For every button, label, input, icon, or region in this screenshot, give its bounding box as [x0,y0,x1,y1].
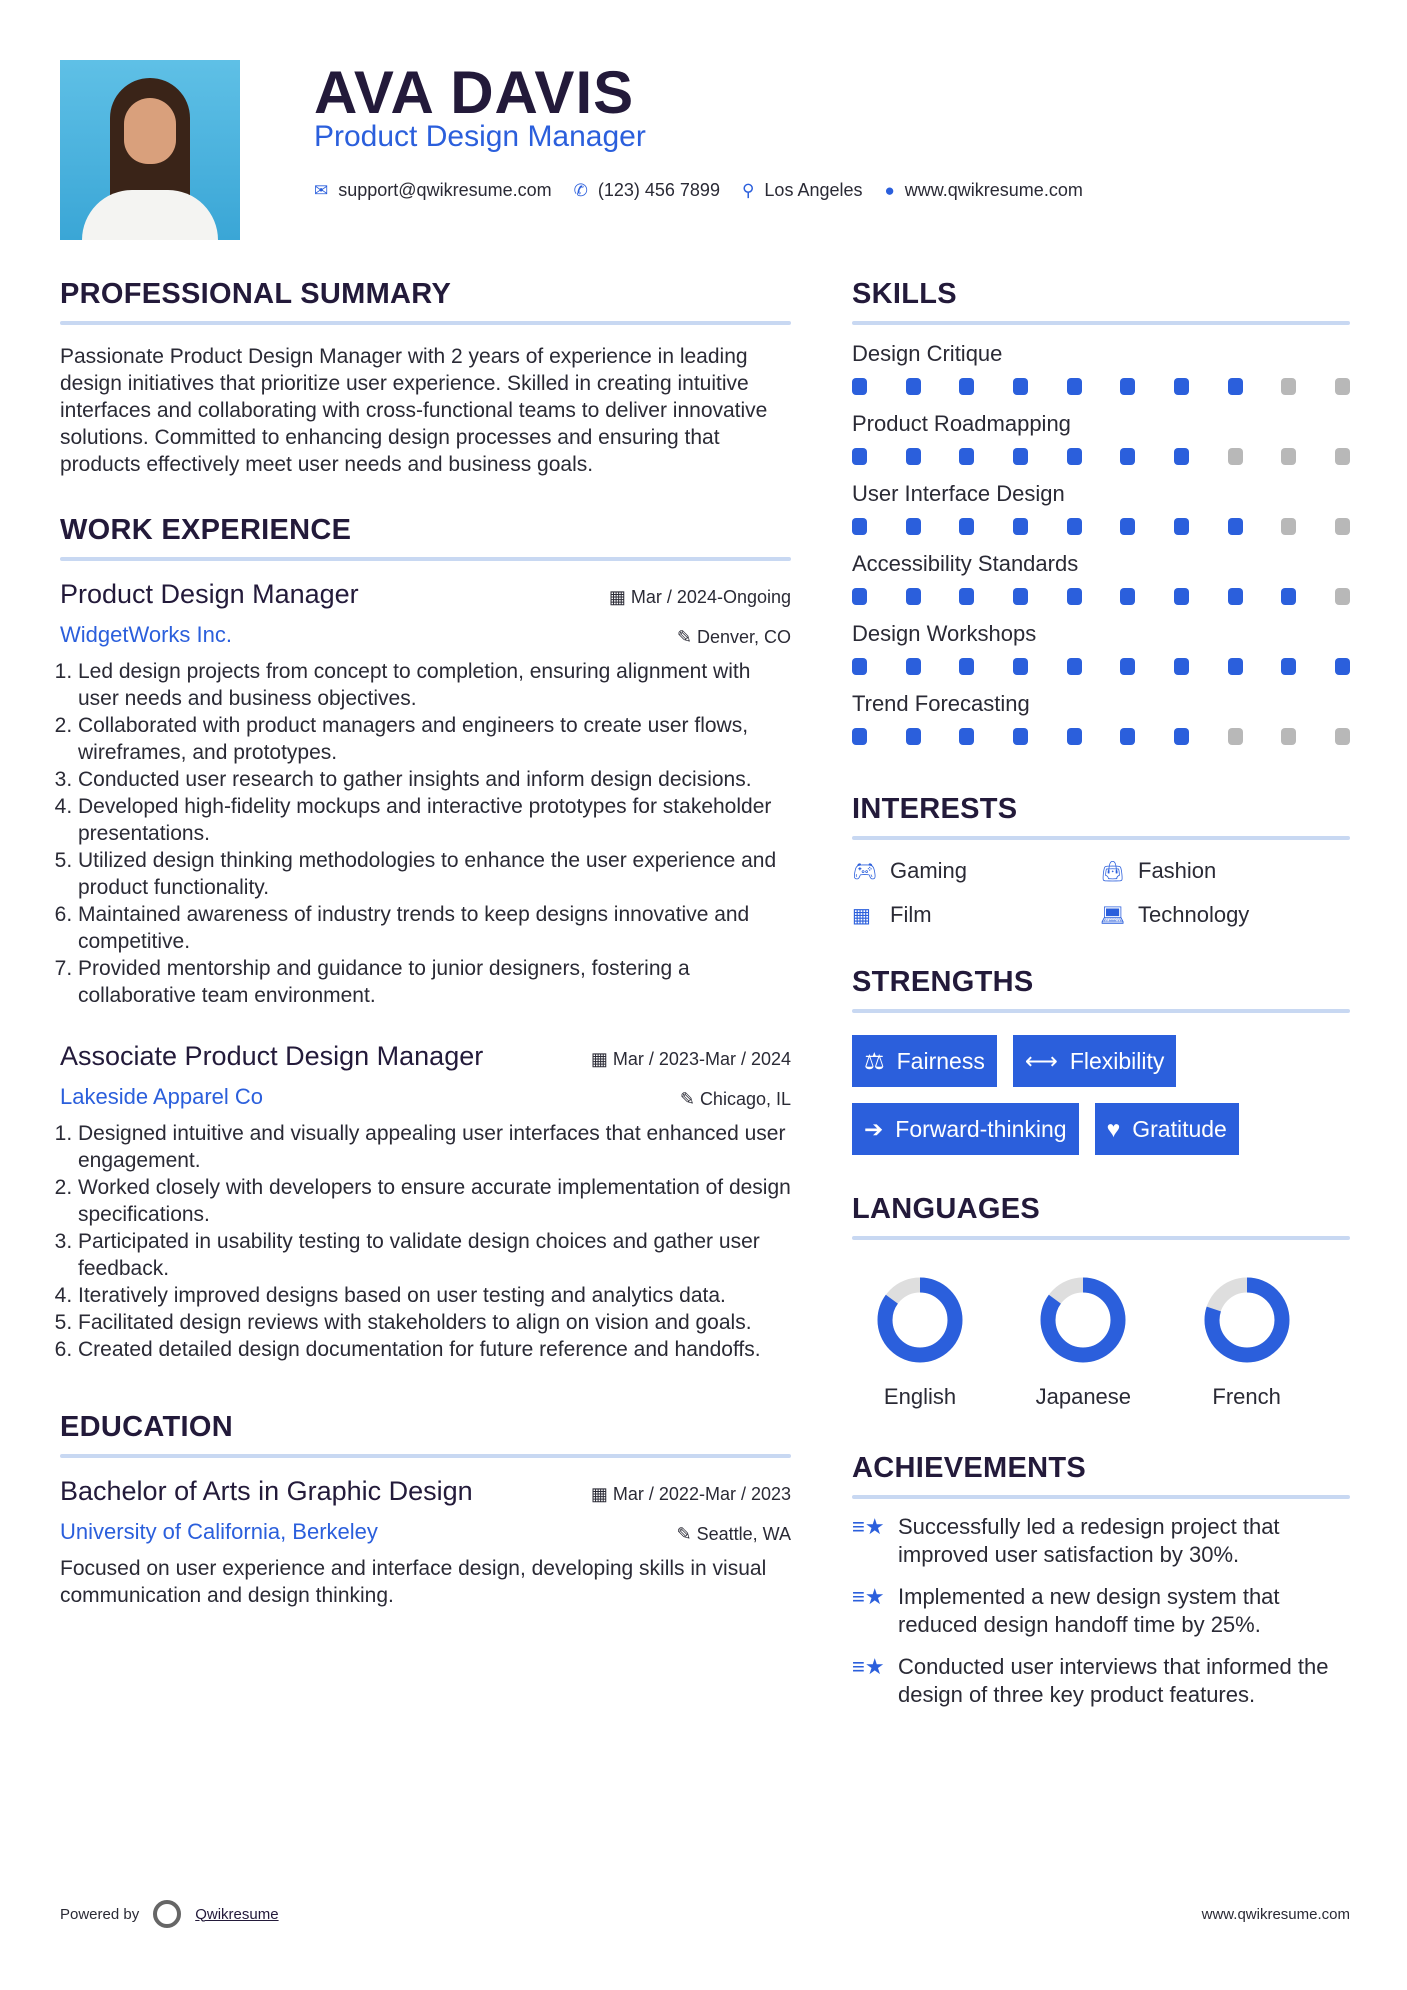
education-date [591,1484,791,1505]
divider [852,1236,1350,1240]
job-location [677,627,791,648]
list-item: 2. Worked closely with developers to ensure accurate implementation of design specifications. [78,1174,791,1228]
rating-dot-filled [1174,658,1189,675]
skill-rating [852,588,1350,605]
list-item: 5. Utilized design thinking methodologies to enhance the user experience and product functionality. [78,847,791,901]
language-donut [1033,1270,1133,1370]
section-heading: EDUCATION [60,1411,233,1443]
rating-dot-filled [1228,518,1243,535]
skill-item [852,340,1350,395]
envelope-icon: ✉ [314,180,329,200]
strength-badge [852,1103,1079,1155]
job-entry [60,579,791,1009]
skill-name: Accessibility Standards [852,551,1079,576]
list-item: 7. Provided mentorship and guidance to junior designers, fostering a collaborative team environment. [78,955,791,1009]
rating-dot-filled [1228,588,1243,605]
strength-badge [1013,1035,1177,1087]
rating-dot-filled [906,588,921,605]
profile-photo [60,60,240,240]
language-donut [1197,1270,1297,1370]
strength-label: Fairness [896,1047,985,1074]
list-item: 2. Collaborated with product managers and engineers to create user flows, wireframes, and prototypes. [78,712,791,766]
rating-dot-filled [906,658,921,675]
rating-dot-filled [1067,728,1082,745]
calendar-icon: ▦ [590,1484,613,1504]
star-icon: ≡★ [852,1654,885,1679]
footer [60,1900,1350,1928]
skill-name: Design Workshops [852,621,1037,646]
strengths-section [852,966,1350,1155]
rating-dot-empty [1335,588,1350,605]
rating-dot-filled [852,588,867,605]
rating-dot-filled [1120,378,1135,395]
languages-section [852,1193,1350,1410]
rating-dot-filled [959,448,974,465]
rating-dot-empty [1281,448,1296,465]
responsibility-list [60,1120,791,1363]
phone-icon: ✆ [573,180,588,200]
rating-dot-empty [1335,728,1350,745]
rating-dot-filled [1013,518,1028,535]
laptop-icon: 💻︎ [1100,904,1126,927]
candidate-title: Product Design Manager [314,120,646,153]
star-icon: ≡★ [852,1584,885,1609]
skill-name: Trend Forecasting [852,691,1030,716]
list-item: 1. Led design projects from concept to completion, ensuring alignment with user needs and business objectives. [78,658,791,712]
responsibility-list [60,658,791,1009]
pin-icon: ✎ [676,1524,697,1544]
school: University of California, Berkeley [60,1519,378,1544]
gamepad-icon: 🎮︎ [852,860,878,883]
list-item: 6. Created detailed design documentation for future reference and handoffs. [78,1336,791,1363]
website[interactable]: www.qwikresume.com [904,180,1083,200]
globe-icon: ● [884,180,895,200]
rating-dot-filled [1013,728,1028,745]
rating-dot-filled [1174,588,1189,605]
rating-dot-filled [1067,448,1082,465]
strength-label: Flexibility [1069,1047,1165,1074]
rating-dot-filled [1120,728,1135,745]
rating-dot-empty [1281,378,1296,395]
education-entry [60,1476,791,1609]
divider [60,1454,791,1458]
section-heading: SKILLS [852,278,957,310]
interests-section [852,793,1350,928]
strength-badge [1095,1103,1239,1155]
section-heading: WORK EXPERIENCE [60,514,352,546]
location: Los Angeles [764,180,863,200]
achievement-text: Conducted user interviews that informed the design of three key product features. [898,1654,1329,1707]
skill-item [852,410,1350,465]
list-item: 6. Maintained awareness of industry trends to keep designs innovative and competitive. [78,901,791,955]
section-heading: LANGUAGES [852,1193,1040,1225]
location-text: Seattle, WA [696,1524,791,1544]
job-date [609,587,791,608]
strength-label: Forward-thinking [895,1115,1067,1142]
experience-section [60,514,791,1363]
film-icon: ▦ [852,904,871,927]
language-item [1187,1270,1350,1410]
rating-dot-filled [1120,448,1135,465]
rating-dot-filled [1228,658,1243,675]
rating-dot-empty [1335,518,1350,535]
interest-label: Film [890,902,932,927]
rating-dot-empty [1335,448,1350,465]
rating-dot-filled [1013,448,1028,465]
left-column [60,278,791,1609]
rating-dot-empty [1335,378,1350,395]
list-item: 3. Participated in usability testing to validate design choices and gather user feedback. [78,1228,791,1282]
education-section [60,1411,791,1609]
skill-item [852,550,1350,605]
rating-dot-filled [852,448,867,465]
candidate-name: AVA DAVIS [314,59,635,126]
company: WidgetWorks Inc. [60,622,232,647]
language-name: French [1212,1384,1281,1409]
rating-dot-filled [1013,378,1028,395]
star-icon: ≡★ [852,1514,885,1539]
achievement-text: Implemented a new design system that reduced design handoff time by 25%. [898,1584,1280,1637]
map-pin-icon: ⚲ [741,180,755,200]
rating-dot-filled [852,658,867,675]
job-entry [60,1041,791,1363]
achievement-text: Successfully led a redesign project that improved user satisfaction by 30%. [898,1514,1280,1567]
divider [852,836,1350,840]
rating-dot-filled [1281,588,1296,605]
rating-dot-filled [1174,448,1189,465]
list-item: 5. Facilitated design reviews with stakeholders to align on vision and goals. [78,1309,791,1336]
section-heading: PROFESSIONAL SUMMARY [60,278,452,310]
qwikresume-logo-icon [153,1900,181,1928]
rating-dot-filled [1120,658,1135,675]
list-item: 4. Developed high-fidelity mockups and interactive prototypes for stakeholder presentations. [78,793,791,847]
powered-by [60,1900,279,1928]
skill-rating [852,378,1350,395]
list-item: 3. Conducted user research to gather insights and inform design decisions. [78,766,791,793]
rating-dot-filled [1067,518,1082,535]
rating-dot-filled [1013,588,1028,605]
rating-dot-empty [1281,518,1296,535]
skill-name: Product Roadmapping [852,411,1071,436]
language-item [1023,1270,1186,1410]
summary-text: Passionate Product Design Manager with 2 years of experience in leading design initiatives that prioritize user experience. Skilled in creating intuitive interfaces and collaborating with cross-functional teams to deliver innovative solutions. Committed to enhancing design processes and ensuring that products effectively meet user needs and business goals. [60,345,768,476]
skill-rating [852,448,1350,465]
arrows-horizontal-icon: ⟷ [1024,1047,1058,1074]
rating-dot-filled [906,728,921,745]
date-text: Mar / 2024-Ongoing [630,587,791,607]
brand-link[interactable]: Qwikresume [195,1905,279,1923]
skill-name: Design Critique [852,341,1003,366]
skill-name: User Interface Design [852,481,1065,506]
skill-item [852,480,1350,535]
list-item: 4. Iteratively improved designs based on user testing and analytics data. [78,1282,791,1309]
achievement-item [852,1513,1350,1569]
rating-dot-filled [1281,658,1296,675]
section-heading: INTERESTS [852,793,1018,825]
rating-dot-filled [1120,518,1135,535]
job-location [680,1089,791,1110]
divider [60,321,791,325]
divider [852,321,1350,325]
language-item [860,1270,1023,1410]
rating-dot-filled [852,728,867,745]
interest-label: Gaming [890,858,968,883]
arrow-right-icon: ➔ [864,1115,884,1142]
location-text: Chicago, IL [699,1089,791,1109]
achievements-section [852,1452,1350,1709]
strength-badge [852,1035,997,1087]
rating-dot-filled [1174,728,1189,745]
rating-dot-filled [1228,378,1243,395]
pin-icon: ✎ [679,1089,700,1109]
rating-dot-empty [1228,728,1243,745]
section-heading: ACHIEVEMENTS [852,1452,1087,1484]
interest-label: Technology [1138,902,1250,927]
job-title: Associate Product Design Manager [60,1041,484,1071]
calendar-icon: ▦ [608,587,631,607]
interest-item [1100,858,1350,884]
skill-rating [852,658,1350,675]
interest-label: Fashion [1138,858,1217,883]
divider [852,1009,1350,1013]
rating-dot-filled [959,588,974,605]
rating-dot-filled [1174,518,1189,535]
rating-dot-filled [906,518,921,535]
language-donut [870,1270,970,1370]
achievement-item [852,1653,1350,1709]
balance-scale-icon: ⚖ [864,1047,885,1074]
right-column [852,278,1350,1709]
skill-item [852,620,1350,675]
rating-dot-empty [1281,728,1296,745]
strength-label: Gratitude [1132,1115,1227,1142]
skill-item [852,690,1350,745]
interest-item [852,902,1100,928]
rating-dot-filled [1067,378,1082,395]
divider [60,557,791,561]
summary-section [60,278,791,478]
rating-dot-filled [1120,588,1135,605]
rating-dot-filled [1013,658,1028,675]
rating-dot-filled [906,448,921,465]
phone: (123) 456 7899 [597,180,720,200]
interest-item [1100,902,1350,928]
interest-item [852,858,1100,884]
email[interactable]: support@qwikresume.com [338,180,552,200]
skill-rating [852,728,1350,745]
footer-website[interactable]: www.qwikresume.com [1201,1905,1350,1923]
achievement-item [852,1583,1350,1639]
rating-dot-filled [959,728,974,745]
rating-dot-filled [906,378,921,395]
date-text: Mar / 2022-Mar / 2023 [612,1484,791,1504]
section-heading: STRENGTHS [852,966,1034,998]
divider [852,1495,1350,1499]
rating-dot-filled [1174,378,1189,395]
rating-dot-filled [959,518,974,535]
rating-dot-filled [852,378,867,395]
rating-dot-filled [1067,658,1082,675]
location-text: Denver, CO [696,627,791,647]
language-name: English [883,1384,957,1409]
degree: Bachelor of Arts in Graphic Design [60,1476,473,1506]
contact-row [314,180,1083,201]
shopping-bag-icon: 👜︎ [1100,860,1126,883]
rating-dot-filled [852,518,867,535]
job-date [591,1049,791,1070]
rating-dot-filled [1067,588,1082,605]
rating-dot-filled [1335,658,1350,675]
language-name: Japanese [1035,1384,1132,1409]
pin-icon: ✎ [676,627,697,647]
calendar-icon: ▦ [590,1049,613,1069]
education-location [677,1524,791,1545]
rating-dot-empty [1228,448,1243,465]
list-item: 1. Designed intuitive and visually appealing user interfaces that enhanced user engagement. [78,1120,791,1174]
rating-dot-filled [959,378,974,395]
skill-rating [852,518,1350,535]
skills-section [852,278,1350,745]
rating-dot-filled [959,658,974,675]
education-text: Focused on user experience and interface design, developing skills in visual communication and design thinking. [60,1557,767,1607]
date-text: Mar / 2023-Mar / 2024 [612,1049,791,1069]
heart-icon: ♥ [1106,1115,1121,1142]
powered-by-text: Powered by [60,1905,140,1923]
job-title: Product Design Manager [60,579,359,609]
company: Lakeside Apparel Co [60,1084,264,1109]
